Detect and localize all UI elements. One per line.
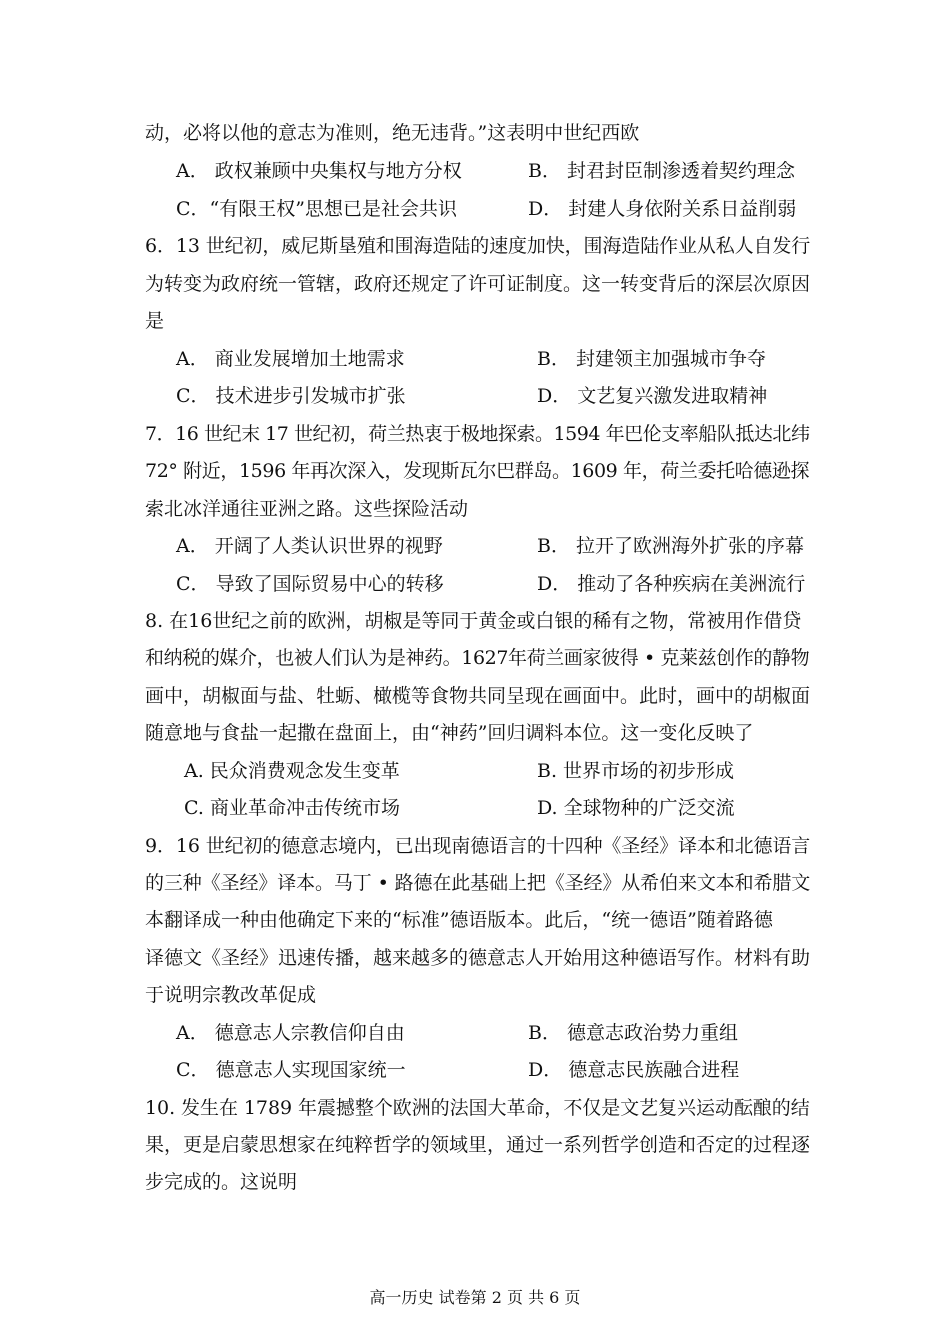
- q9-stem-line: 9．16 世纪初的德意志境内，已出现南德语言的十四种《圣经》译本和北德语言: [145, 835, 811, 857]
- q7-stem-line: 72° 附近，1596 年再次深入，发现斯瓦尔巴群岛。1609 年，荷兰委托哈德逊探: [145, 460, 810, 482]
- q10-stem-line: 10. 发生在 1789 年震撼整个欧洲的法国大革命，不仅是文艺复兴运动酝酿的结: [145, 1097, 810, 1119]
- q9-option-c: C． 德意志人实现国家统一: [176, 1059, 406, 1081]
- q5-stem-fragment: 动，必将以他的意志为准则，绝无违背。”这表明中世纪西欧: [145, 122, 640, 144]
- q9-stem-line: 于说明宗教改革促成: [145, 984, 317, 1006]
- q7-option-c: C． 导致了国际贸易中心的转移: [176, 573, 444, 595]
- q9-stem-line: 本翻译成一种由他确定下来的“标准”德语版本。此后，“统一德语”随着路德: [145, 909, 773, 931]
- q5-option-b: B． 封君封臣制渗透着契约理念: [528, 160, 796, 182]
- q7-option-a: A． 开阔了人类认识世界的视野: [176, 535, 443, 557]
- q8-stem-line: 8. 在16世纪之前的欧洲，胡椒是等同于黄金或白银的稀有之物，常被用作借贷: [145, 610, 802, 632]
- q8-option-d: D. 全球物种的广泛交流: [537, 797, 735, 819]
- q10-stem-line: 步完成的。这说明: [145, 1171, 298, 1193]
- q8-stem-line: 画中，胡椒面与盐、牡蛎、橄榄等食物共同呈现在画面中。此时，画中的胡椒面: [145, 685, 811, 707]
- q8-stem-line: 和纳税的媒介，也被人们认为是神药。1627年荷兰画家彼得 • 克莱兹创作的静物: [145, 647, 810, 669]
- q8-option-b: B. 世界市场的初步形成: [537, 760, 735, 782]
- q9-stem-line: 的三种《圣经》译本。马丁 • 路德在此基础上把《圣经》从希伯来文本和希腊文: [145, 872, 811, 894]
- q7-stem-line: 7．16 世纪末 17 世纪初，荷兰热衷于极地探索。1594 年巴伦支率船队抵达北纬: [145, 423, 810, 445]
- q7-option-b: B． 拉开了欧洲海外扩张的序幕: [537, 535, 805, 557]
- q9-option-a: A． 德意志人宗教信仰自由: [176, 1022, 405, 1044]
- q6-option-b: B． 封建领主加强城市争夺: [537, 348, 767, 370]
- page-footer: 高一历史 试卷第 2 页 共 6 页: [369, 1288, 581, 1307]
- q6-option-c: C． 技术进步引发城市扩张: [176, 385, 406, 407]
- q9-stem-line: 译德文《圣经》迅速传播，越来越多的德意志人开始用这种德语写作。材料有助: [145, 947, 811, 969]
- q8-stem-line: 随意地与食盐一起撒在盘面上，由“神药”回归调料本位。这一变化反映了: [145, 722, 754, 744]
- q7-option-d: D． 推动了各种疾病在美洲流行: [537, 573, 806, 595]
- q8-option-c: C. 商业革命冲击传统市场: [184, 797, 400, 819]
- q5-option-c: C．“有限王权”思想已是社会共识: [176, 198, 457, 220]
- q6-stem-line: 为转变为政府统一管辖，政府还规定了许可证制度。这一转变背后的深层次原因: [145, 273, 811, 295]
- q6-option-d: D． 文艺复兴激发进取精神: [537, 385, 768, 407]
- q5-option-a: A． 政权兼顾中央集权与地方分权: [176, 160, 462, 182]
- q10-stem-line: 果，更是启蒙思想家在纯粹哲学的领域里，通过一系列哲学创造和否定的过程逐: [145, 1134, 811, 1156]
- q6-stem-line: 是: [145, 310, 165, 332]
- q9-option-d: D． 德意志民族融合进程: [528, 1059, 740, 1081]
- q9-option-b: B． 德意志政治势力重组: [528, 1022, 739, 1044]
- q6-option-a: A． 商业发展增加土地需求: [176, 348, 405, 370]
- q5-option-d: D． 封建人身依附关系日益削弱: [528, 198, 797, 220]
- q8-option-a: A. 民众消费观念发生变革: [184, 760, 400, 782]
- q7-stem-line: 索北冰洋通往亚洲之路。这些探险活动: [145, 498, 469, 520]
- q6-stem-line: 6．13 世纪初，威尼斯垦殖和围海造陆的速度加快，围海造陆作业从私人自发行: [145, 235, 811, 257]
